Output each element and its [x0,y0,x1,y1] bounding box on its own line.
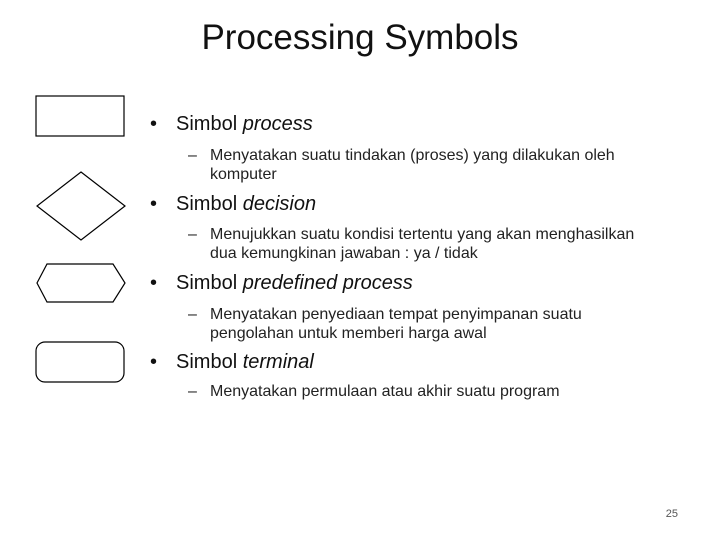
sub-bullet-marker: – [188,306,197,323]
page-number: 25 [665,508,678,520]
bullet-marker: • [150,351,158,373]
hexagon-predefined-process-icon [35,263,129,305]
bullet-term: predefined process [242,272,413,294]
bullet-prefix: Simbol [176,272,243,294]
sub-bullet-marker: – [188,226,197,243]
bullet-marker: • [150,113,158,135]
rounded-rectangle-terminal-icon [35,341,129,385]
bullet-prefix: Simbol [176,113,243,135]
bullet-marker: • [150,272,158,294]
sub-bullet-decision [188,225,658,263]
sub-bullet-text: Menyatakan suatu tindakan (proses) yang dilakukan oleh komputer [210,147,615,183]
sub-bullet-text: Menyatakan permulaan atau akhir suatu program [210,383,560,400]
diamond-decision-icon [35,170,129,244]
page-title: Processing Symbols [201,18,519,57]
bullet-prefix: Simbol [176,351,243,373]
rectangle-process-icon [35,95,127,139]
bullet-term: terminal [242,351,314,373]
sub-bullet-predefined-process [188,305,658,343]
bullet-marker: • [150,193,158,215]
sub-bullet-process [188,146,658,184]
sub-bullet-text: Menujukkan suatu kondisi tertentu yang akan menghasilkan dua kemungkinan jawaban : ya / tidak [210,226,635,262]
sub-bullet-text: Menyatakan penyediaan tempat penyimpanan suatu pengolahan untuk memberi harga awal [210,306,582,342]
bullet-predefined-process [150,272,413,295]
bullet-prefix: Simbol [176,193,243,215]
bullet-term: decision [242,193,317,215]
sub-bullet-marker: – [188,383,197,400]
bullet-terminal [150,351,314,374]
sub-bullet-terminal [188,382,658,401]
bullet-term: process [242,113,313,135]
bullet-process [150,113,313,136]
sub-bullet-marker: – [188,147,197,164]
bullet-decision [150,193,316,216]
